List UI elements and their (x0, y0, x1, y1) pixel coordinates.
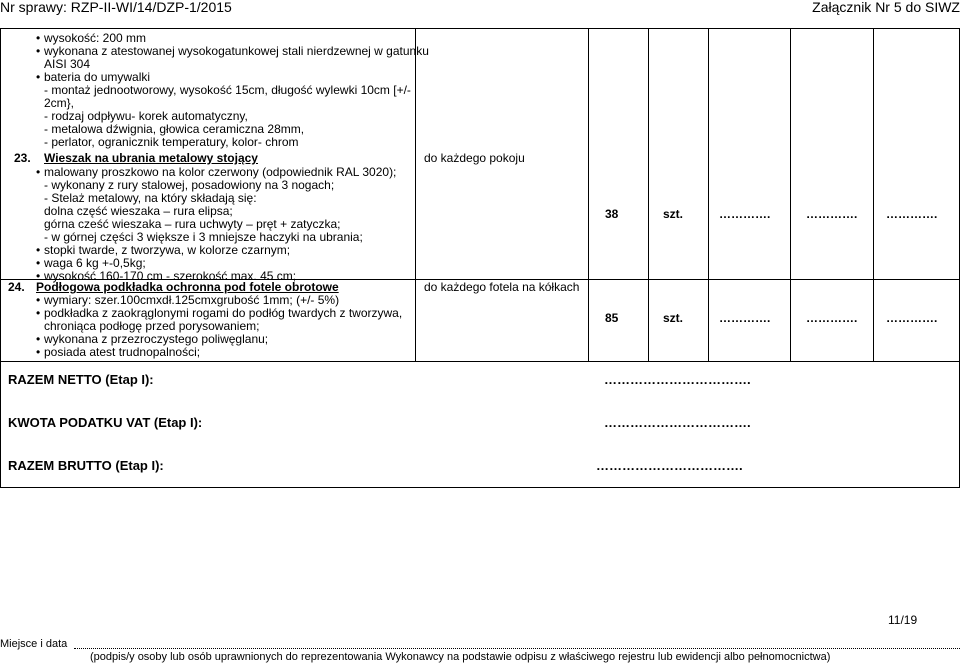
item-qty: 85 (605, 311, 619, 325)
case-number: Nr sprawy: RZP-II-WI/14/DZP-1/2015 (0, 0, 232, 15)
signature-line (74, 648, 960, 649)
place-date-label: Miejsce i data (0, 638, 68, 650)
item-title: Podłogowa podkładka ochronna pod fotele obrotowe (36, 280, 339, 294)
item-line: • malowany proszkowo na kolor czerwony (odpowiednik RAL 3020); (44, 166, 396, 179)
item-line: - w górnej części 3 większe i 3 mniejsze haczyki na ubrania; (44, 230, 363, 244)
item-line: • waga 6 kg +-0,5kg; (44, 257, 146, 270)
table-bottom-border (0, 361, 960, 362)
cont-line: - rodzaj odpływu- korek automatyczny, (44, 109, 248, 123)
total-gross-field[interactable]: ……………………………. (596, 458, 743, 473)
item-line: górna cześć wieszaka – rura uchwyty – pręt + zatyczka; (44, 217, 341, 231)
col-divider-qty (648, 28, 649, 362)
cont-line: • bateria do umywalki (44, 71, 150, 84)
page-header (0, 0, 960, 14)
total-net-label: RAZEM NETTO (Etap I): (8, 372, 154, 387)
item-unit: szt. (663, 207, 684, 221)
item-line: dolna część wieszaka – rura elipsa; (44, 204, 233, 218)
item-unit: szt. (663, 311, 684, 325)
item-line: • podkładka z zaokrąglonymi rogami do podłóg twardych z tworzywa, (44, 307, 402, 320)
item-line: - wykonany z rury stalowej, posadowiony na 3 nogach; (44, 178, 335, 192)
item-line: • wymiary: szer.100cmxdł.125cmxgrubość 1mm; (+/- 5%) (44, 294, 339, 307)
net-value-field[interactable]: …………. (806, 311, 858, 325)
net-value-field[interactable]: …………. (806, 207, 858, 221)
total-net-field[interactable]: ……………………………. (604, 372, 751, 387)
page-number: 11/19 (888, 613, 918, 627)
col-divider-place (588, 28, 589, 362)
cont-line: - metalowa dźwignia, głowica ceramiczna 28mm, (44, 122, 305, 136)
attachment-label: Załącznik Nr 5 do SIWZ (812, 0, 960, 15)
col-divider-unit (708, 28, 709, 362)
item-line: • stopki twarde, z tworzywa, w kolorze czarnym; (44, 244, 290, 257)
item-line: • posiada atest trudnopalności; (44, 346, 200, 359)
item-title: Wieszak na ubrania metalowy stojący (44, 151, 258, 165)
summary-bottom-border (0, 487, 960, 488)
item-number: 23. (14, 151, 31, 165)
table-top-border (0, 28, 960, 29)
cont-line: - perlator, ogranicznik temperatury, kolor- chrom (44, 135, 299, 149)
unit-price-field[interactable]: …………. (719, 311, 771, 325)
item-line: - Stelaż metalowy, na który składają się: (44, 191, 257, 205)
item-line: • wykonana z przezroczystego poliwęglanu; (44, 333, 268, 346)
cont-line: 2cm}, (44, 96, 75, 110)
unit-price-field[interactable]: …………. (719, 207, 771, 221)
vat-label: KWOTA PODATKU VAT (Etap I): (8, 415, 203, 430)
total-gross-label: RAZEM BRUTTO (Etap I): (8, 458, 164, 473)
cont-line: AISI 304 (44, 57, 91, 71)
vat-field[interactable]: ……………………………. (604, 415, 751, 430)
signature-note: (podpis/y osoby lub osób uprawnionych do reprezentowania Wykonawcy na podstawie odpisu z właściwego rejestru lub ewidencji albo pełnomocnictwa) (90, 651, 831, 663)
item-place: do każdego pokoju (424, 151, 525, 165)
item-line: • wysokość 160-170 cm - szerokość max. 45 cm; (44, 270, 296, 283)
table-left-border (0, 28, 1, 488)
col-divider-desc (415, 28, 416, 362)
item-qty: 38 (605, 207, 619, 221)
gross-value-field[interactable]: …………. (886, 207, 938, 221)
item-place: do każdego fotela na kółkach (424, 280, 580, 294)
item-line: chroniąca podłogę przed porysowaniem; (44, 319, 260, 333)
item-number: 24. (8, 280, 25, 294)
col-divider-value (873, 28, 874, 362)
cont-line: - montaż jednootworowy, wysokość 15cm, długość wylewki 10cm [+/- (44, 83, 411, 97)
cont-line: • wysokość: 200 mm (44, 32, 146, 45)
gross-value-field[interactable]: …………. (886, 311, 938, 325)
col-divider-price (790, 28, 791, 362)
cont-line: • wykonana z atestowanej wysokogatunkowej stali nierdzewnej w gatunku (44, 45, 429, 58)
